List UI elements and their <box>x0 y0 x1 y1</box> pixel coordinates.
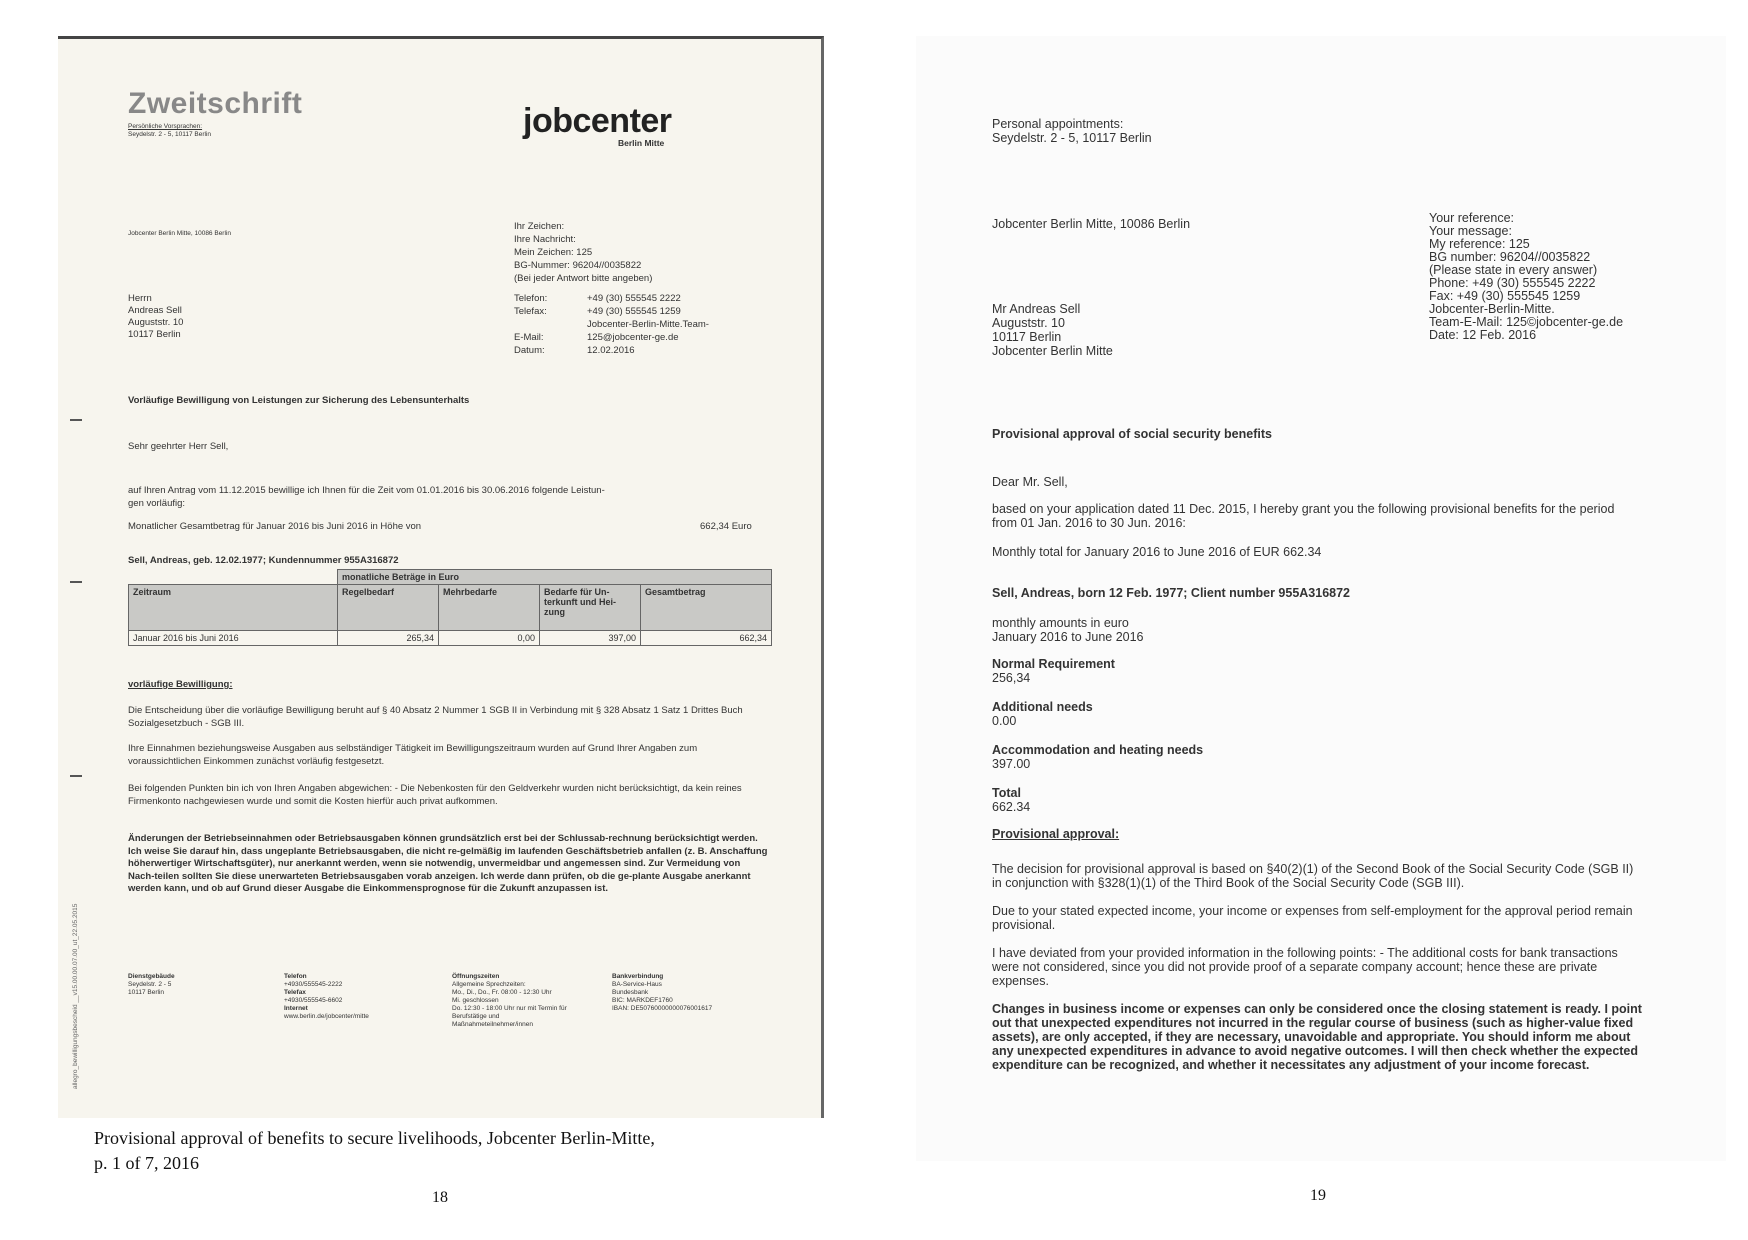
footer-line: Mi. geschlossen <box>452 997 499 1004</box>
table-header: Regelbedarf <box>338 585 439 631</box>
ref-line: Your message: <box>1429 224 1512 238</box>
team-mail-prefix: Jobcenter-Berlin-Mitte.Team- <box>587 319 709 330</box>
item-label: Additional needs <box>992 700 1093 714</box>
table-header: Gesamtbetrag <box>641 585 772 631</box>
table-header: Zeitraum <box>129 585 338 631</box>
side-form-code: allegro_bewilligungsbescheid __v15.00.00.07.00_ut_22.05.2015 <box>72 903 79 1089</box>
table-header: Mehrbedarfe <box>439 585 540 631</box>
email-label: E-Mail: <box>514 332 544 343</box>
monthly-value: 662,34 Euro <box>700 521 752 532</box>
ref-line: BG number: 96204//0035822 <box>1429 250 1591 264</box>
paragraph-changes: Änderungen der Betriebseinnahmen oder Betriebsausgaben können grundsätzlich erst bei der Schlussab-rechnung berücksichtigt werden. Ich weise Sie darauf hin, dass ungeplante Betriebsausgaben, die nicht re-gelmäßig im laufenden Geschäftsbetrieb anfallen (z. B. Anschaffung höherwertiger Wirtschaftsgüter), nur anerkannt werden, wenn sie notwendig, unvermeidbar und angemessen sind. Zur Vermeidung von Nach-teilen sollten Sie diese unerwarteten Betriebsausgaben vorab anzeigen. Ich werde dann prüfen, ob die ge-plante Ausgabe anerkannt werden kann, und ob auf Grund dieser Ausgabe die Einkommensprognose für die Zukunft anzupassen ist. <box>128 833 768 894</box>
monthly-total: Monthly total for January 2016 to June 2016 of EUR 662.34 <box>992 545 1322 559</box>
period: January 2016 to June 2016 <box>992 630 1144 644</box>
ref-hint: (Bei jeder Antwort bitte angeben) <box>514 273 653 284</box>
fold-mark <box>70 419 82 421</box>
footer-line: Do. 12:30 - 18:00 Uhr nur mit Termin für <box>452 1005 567 1012</box>
provisional-heading: vorläufige Bewilligung: <box>128 679 233 690</box>
ref-mein-zeichen: Mein Zeichen: 125 <box>514 247 593 258</box>
ref-ihre-nachricht: Ihre Nachricht: <box>514 234 576 245</box>
paragraph-deviation: Bei folgenden Punkten bin ich von Ihren Angaben abgewichen: - Die Nebenkosten für den Geldverkehr wurden nicht berücksichtigt, da kein reines Firmenkonto nachgewiesen wurde und somit die Kosten hierfür auch privat aufkommen. <box>128 783 742 807</box>
ref-line: My reference: 125 <box>1429 237 1530 251</box>
salutation: Dear Mr. Sell, <box>992 475 1068 489</box>
sender-line: Jobcenter Berlin Mitte, 10086 Berlin <box>992 217 1191 231</box>
footer-line: 10117 Berlin <box>128 989 165 996</box>
paragraph-deviation: I have deviated from your provided information in the following points: - The additional costs for bank transactions were not considered, since you did not provide proof of a separate company account; hence these are private expenses. <box>992 946 1618 988</box>
footer-col-hours <box>452 973 567 1029</box>
table-cell: 0,00 <box>439 631 540 646</box>
paragraph-legal-basis: The decision for provisional approval is based on §40(2)(1) of the Second Book of the Social Security Code (SGB II) in conjunction with §328(1)(1) of the Third Book of the Social Security Code (SGB III). <box>992 862 1634 890</box>
fold-mark <box>70 775 82 777</box>
recipient-line: Herrn <box>128 293 152 304</box>
ref-line: Your reference: <box>1429 211 1515 225</box>
footer-line: Internet <box>284 1005 308 1012</box>
paragraph-changes: Changes in business income or expenses can only be considered once the closing statement is ready. I point out that unexpected expenditures not incurred in the regular course of business (such as higher-value fixed assets), are only accepted, if they are necessary, unavoidable and appropriate. You should inform me about any unexpected expenditures in advance to avoid negative outcomes. I will then check whether the expected expenditure can be recognized, and whether it necessitates any adjustment of your income forecast. <box>992 1002 1642 1072</box>
salutation: Sehr geehrter Herr Sell, <box>128 441 229 452</box>
jobcenter-logo-subtitle: Berlin Mitte <box>618 138 665 148</box>
item-value: 256,34 <box>992 671 1031 685</box>
caption-line-1: Provisional approval of benefits to secure livelihoods, Jobcenter Berlin-Mitte, <box>94 1128 655 1148</box>
datum-label: Datum: <box>514 345 545 356</box>
left-page-scan <box>58 36 824 1118</box>
ref-line: Fax: +49 (30) 555545 1259 <box>1429 289 1581 303</box>
footer-line: www.berlin.de/jobcenter/mitte <box>284 1013 369 1020</box>
fold-mark <box>70 581 82 583</box>
intro-line-1: auf Ihren Antrag vom 11.12.2015 bewillige ich Ihnen für die Zeit vom 01.01.2016 bis 30.06.2016 folgende Leistun- <box>128 485 605 496</box>
benefits-table <box>128 569 772 646</box>
footer-line: Dienstgebäude <box>128 973 175 980</box>
ref-line: Date: 12 Feb. 2016 <box>1429 328 1537 342</box>
recipient-line: Andreas Sell <box>128 305 182 316</box>
caption-line-2: p. 1 of 7, 2016 <box>94 1153 199 1173</box>
footer-line: Telefax <box>284 989 306 996</box>
personal-label: Persönliche Vorsprachen: <box>128 123 203 130</box>
recipient-line: 10117 Berlin <box>128 329 181 340</box>
recipient-line: Auguststr. 10 <box>128 317 184 328</box>
amounts-label: monthly amounts in euro <box>992 616 1129 630</box>
ref-line: (Please state in every answer) <box>1429 263 1598 277</box>
footer-col-bank <box>612 973 712 1013</box>
footer-line: Mo., Di., Do., Fr. 08:00 - 12:30 Uhr <box>452 989 552 996</box>
page-number-left: 18 <box>432 1189 448 1206</box>
item-label: Total <box>992 786 1021 800</box>
subject: Vorläufige Bewilligung von Leistungen zur Sicherung des Lebensunterhalts <box>128 395 470 406</box>
recipient-line: 10117 Berlin <box>992 330 1062 344</box>
recipient-line: Jobcenter Berlin Mitte <box>992 344 1113 358</box>
item-label: Normal Requirement <box>992 657 1115 671</box>
footer-line: Berufstätige und <box>452 1013 500 1020</box>
table-cell: 662,34 <box>641 631 772 646</box>
footer-line: Allgemeine Sprechzeiten: <box>452 981 526 988</box>
footer-line: BIC: MARKDEF1760 <box>612 997 673 1004</box>
footer-line: Bankverbindung <box>612 973 664 980</box>
ref-line: Team-E-Mail: 125©jobcenter-ge.de <box>1429 315 1624 329</box>
recipient-line: Auguststr. 10 <box>992 316 1065 330</box>
email-value: 125@jobcenter-ge.de <box>587 332 679 343</box>
zweitschrift-stamp: Zweitschrift <box>128 87 303 120</box>
table-group-header: monatliche Beträge in Euro <box>338 570 772 585</box>
paragraph-legal-basis: Die Entscheidung über die vorläufige Bewilligung beruht auf § 40 Absatz 2 Nummer 1 SGB II in Verbindung mit § 328 Absatz 1 Satz 1 Drittes Buch Sozialgesetzbuch - SGB III. <box>128 705 743 729</box>
footer-col-contact <box>284 973 369 1021</box>
item-value: 662.34 <box>992 800 1031 814</box>
footer-line: Telefon <box>284 973 307 980</box>
footer-line: +4930/555545-2222 <box>284 981 343 988</box>
intro-line-2: gen vorläufig: <box>128 498 186 509</box>
person-line: Sell, Andreas, geb. 12.02.1977; Kundennummer 955A316872 <box>128 555 399 566</box>
item-label: Accommodation and heating needs <box>992 743 1204 757</box>
intro: based on your application dated 11 Dec. 2015, I hereby grant you the following provisional benefits for the period from 01 Jan. 2016 to 30 Jun. 2016: <box>992 502 1615 530</box>
monthly-label: Monatlicher Gesamtbetrag für Januar 2016 bis Juni 2016 in Höhe von <box>128 521 422 532</box>
ref-line: Jobcenter-Berlin-Mitte. <box>1429 302 1555 316</box>
footer-line: BA-Service-Haus <box>612 981 662 988</box>
ref-ihr-zeichen: Ihr Zeichen: <box>514 221 565 232</box>
footer-line: Seydelstr. 2 - 5 <box>128 981 172 988</box>
item-value: 397.00 <box>992 757 1031 771</box>
paragraph-income: Ihre Einnahmen beziehungsweise Ausgaben aus selbständiger Tätigkeit im Bewilligungszeitraum wurden auf Grund Ihrer Angaben zum voraussichtlichen Einkommen zunächst vorläufig festgesetzt. <box>128 743 698 767</box>
personal-label: Personal appointments: <box>992 117 1124 131</box>
footer-col-building <box>128 973 175 997</box>
telefax-value: +49 (30) 555545 1259 <box>587 306 681 317</box>
table-header: Bedarfe für Un-terkunft und Hei-zung <box>540 585 641 631</box>
page-number-right: 19 <box>1310 1187 1326 1204</box>
subject: Provisional approval of social security benefits <box>992 427 1272 441</box>
footer-line: Bundesbank <box>612 989 649 996</box>
sender-line: Jobcenter Berlin Mitte, 10086 Berlin <box>128 230 231 237</box>
item-value: 0.00 <box>992 714 1017 728</box>
recipient-line: Mr Andreas Sell <box>992 302 1081 316</box>
ref-line: Phone: +49 (30) 555545 2222 <box>1429 276 1596 290</box>
footer-line: IBAN: DE50760000000076001617 <box>612 1005 713 1012</box>
table-cell: 397,00 <box>540 631 641 646</box>
footer-line: +4930/555545-6602 <box>284 997 343 1004</box>
person-line: Sell, Andreas, born 12 Feb. 1977; Client number 955A316872 <box>992 586 1351 600</box>
telefon-value: +49 (30) 555545 2222 <box>587 293 681 304</box>
provisional-heading: Provisional approval: <box>992 827 1120 841</box>
table-cell: 265,34 <box>338 631 439 646</box>
right-page-translation <box>916 36 1726 1161</box>
telefon-label: Telefon: <box>514 293 548 304</box>
personal-address: Seydelstr. 2 - 5, 10117 Berlin <box>992 131 1152 145</box>
jobcenter-logo: jobcenter <box>523 102 672 140</box>
telefax-label: Telefax: <box>514 306 547 317</box>
ref-bg-nummer: BG-Nummer: 96204//0035822 <box>514 260 642 271</box>
footer-line: Öffnungszeiten <box>452 973 500 980</box>
table-cell: Januar 2016 bis Juni 2016 <box>129 631 338 646</box>
datum-value: 12.02.2016 <box>587 345 635 356</box>
paragraph-income: Due to your stated expected income, your income or expenses from self-employment for the approval period remain provisional. <box>992 904 1633 932</box>
footer-line: Maßnahmeteilnehmer/innen <box>452 1021 533 1028</box>
personal-address: Seydelstr. 2 - 5, 10117 Berlin <box>128 131 211 138</box>
